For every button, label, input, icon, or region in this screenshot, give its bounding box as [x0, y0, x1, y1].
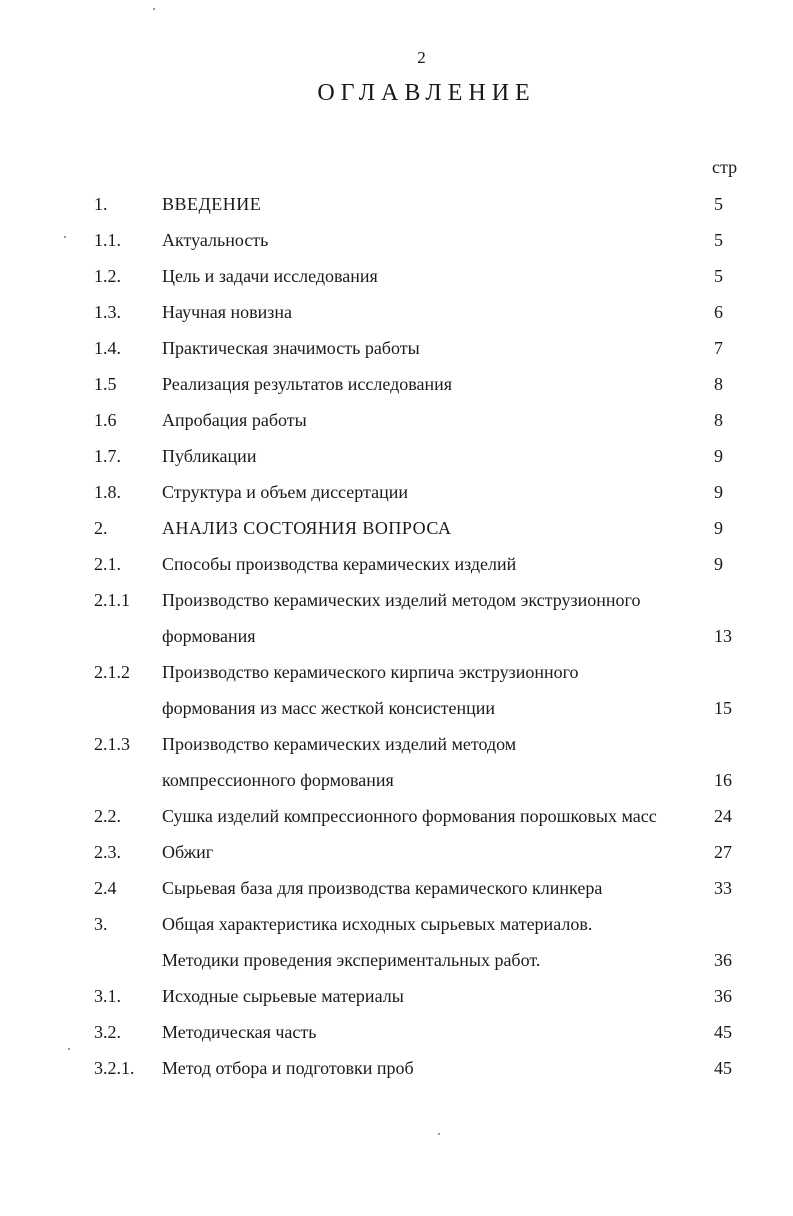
- page-title: ОГЛАВЛЕНИЕ: [317, 80, 536, 106]
- toc-entry-number: 3.1.: [94, 986, 121, 1006]
- toc-entry-page: 9: [714, 554, 723, 574]
- toc-entry-title: Сырьевая база для производства керамического клинкера: [162, 878, 603, 898]
- toc-entry-number: 1.5: [94, 374, 117, 394]
- toc-entry: [94, 582, 754, 654]
- toc-entry-number: 2.1.3: [94, 734, 130, 754]
- toc-entry-number: 1.3.: [94, 302, 121, 322]
- toc-entry-number: 2.: [94, 518, 108, 538]
- toc-entry-number: 3.2.: [94, 1022, 121, 1042]
- toc-entry-page: 16: [714, 770, 732, 790]
- toc-entry-page: 27: [714, 842, 732, 862]
- toc-entry: [94, 222, 754, 258]
- toc-entry-page: 13: [714, 626, 732, 646]
- toc-entry-page: 7: [714, 338, 723, 358]
- table-of-contents: [94, 186, 754, 1086]
- toc-entry-number: 2.1.2: [94, 662, 130, 682]
- toc-entry-number: 1.8.: [94, 482, 121, 502]
- toc-entry-number: 2.2.: [94, 806, 121, 826]
- toc-entry-title: Сушка изделий компрессионного формования порошковых масс: [162, 806, 657, 826]
- toc-entry-title: Производство керамического кирпича экструзионного формования из масс жесткой консистенции: [162, 662, 579, 718]
- toc-entry-title: Методическая часть: [162, 1022, 317, 1042]
- toc-entry-title: Способы производства керамических изделий: [162, 554, 517, 574]
- toc-entry-page: 9: [714, 482, 723, 502]
- toc-entry-page: 45: [714, 1022, 732, 1042]
- toc-entry-title: Апробация работы: [162, 410, 307, 430]
- toc-entry: [94, 330, 754, 366]
- toc-entry-number: 1.: [94, 194, 108, 214]
- toc-entry-title: Производство керамических изделий методом компрессионного формования: [162, 734, 517, 790]
- toc-entry: [94, 510, 754, 546]
- toc-entry: [94, 870, 754, 906]
- toc-entry-title: Исходные сырьевые материалы: [162, 986, 404, 1006]
- toc-entry-page: 15: [714, 698, 732, 718]
- toc-entry-title: Производство керамических изделий методом экструзионного формования: [162, 590, 641, 646]
- toc-entry: [94, 366, 754, 402]
- toc-entry-page: 5: [714, 230, 723, 250]
- toc-entry-title: АНАЛИЗ СОСТОЯНИЯ ВОПРОСА: [162, 518, 452, 538]
- toc-entry-title: Реализация результатов исследования: [162, 374, 453, 394]
- toc-entry-number: 1.6: [94, 410, 117, 430]
- toc-entry-number: 2.1.: [94, 554, 121, 574]
- toc-entry-number: 3.2.1.: [94, 1058, 135, 1078]
- toc-entry-page: 5: [714, 266, 723, 286]
- toc-entry: [94, 906, 754, 978]
- toc-entry-title: Актуальность: [162, 230, 269, 250]
- toc-entry-title: Практическая значимость работы: [162, 338, 420, 358]
- page-column-label: стр: [712, 157, 738, 177]
- toc-entry: [94, 294, 754, 330]
- toc-entry-page: 9: [714, 518, 723, 538]
- toc-entry-page: 36: [714, 986, 732, 1006]
- toc-entry-number: 2.3.: [94, 842, 121, 862]
- toc-entry-page: 24: [714, 806, 732, 826]
- toc-entry-number: 2.1.1: [94, 590, 130, 610]
- toc-entry: [94, 834, 754, 870]
- toc-entry: [94, 438, 754, 474]
- toc-entry: [94, 726, 754, 798]
- toc-entry: [94, 402, 754, 438]
- toc-entry-page: 9: [714, 446, 723, 466]
- toc-entry: [94, 186, 754, 222]
- toc-entry-page: 5: [714, 194, 723, 214]
- toc-entry-number: 1.1.: [94, 230, 121, 250]
- toc-entry-title: Общая характеристика исходных сырьевых материалов. Методики проведения экспериментальных работ.: [162, 914, 593, 970]
- toc-entry-title: Обжиг: [162, 842, 214, 862]
- toc-entry-number: 1.4.: [94, 338, 121, 358]
- toc-entry-page: 33: [714, 878, 732, 898]
- toc-entry: [94, 474, 754, 510]
- toc-entry-title: Структура и объем диссертации: [162, 482, 408, 502]
- toc-entry: [94, 258, 754, 294]
- toc-entry: [94, 798, 754, 834]
- toc-entry-title: Научная новизна: [162, 302, 293, 322]
- toc-entry-number: 1.7.: [94, 446, 121, 466]
- toc-entry-number: 1.2.: [94, 266, 121, 286]
- toc-entry-title: Публикации: [162, 446, 257, 466]
- toc-entry-page: 45: [714, 1058, 732, 1078]
- toc-entry: [94, 546, 754, 582]
- toc-entry-title: ВВЕДЕНИЕ: [162, 194, 262, 214]
- toc-entry: [94, 978, 754, 1014]
- scan-speck: [68, 1048, 70, 1050]
- toc-entry: [94, 1014, 754, 1050]
- toc-entry-page: 6: [714, 302, 723, 322]
- scan-speck: [438, 1133, 440, 1135]
- scan-speck: [153, 8, 155, 10]
- toc-entry: [94, 654, 754, 726]
- toc-entry-page: 8: [714, 410, 723, 430]
- scan-speck: [64, 236, 66, 238]
- toc-entry-number: 3.: [94, 914, 108, 934]
- toc-entry-title: Цель и задачи исследования: [162, 266, 378, 286]
- toc-entry: [94, 1050, 754, 1086]
- page-number: 2: [417, 48, 426, 67]
- toc-entry-title: Метод отбора и подготовки проб: [162, 1058, 414, 1078]
- toc-entry-page: 8: [714, 374, 723, 394]
- toc-entry-number: 2.4: [94, 878, 117, 898]
- toc-entry-page: 36: [714, 950, 732, 970]
